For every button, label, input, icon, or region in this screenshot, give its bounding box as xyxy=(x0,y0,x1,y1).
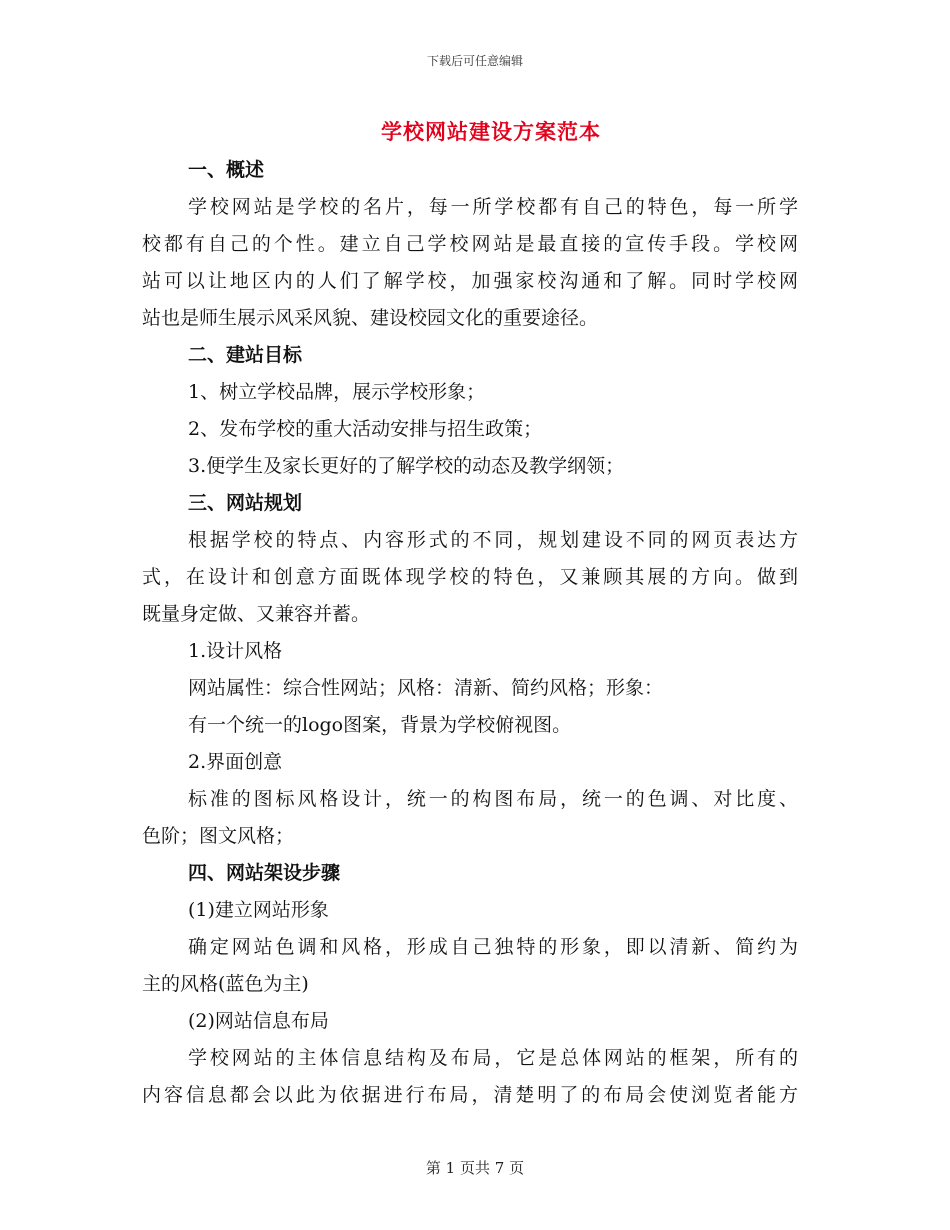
header-note: 下载后可任意编辑 xyxy=(426,54,523,68)
section-heading: 二、建站目标 xyxy=(188,344,303,366)
body-line: 1.设计风格 xyxy=(188,640,283,662)
body-line: 内容信息都会以此为依据进行布局，清楚明了的布局会使浏览者能方 xyxy=(142,1084,798,1106)
body-line: 2、发布学校的重大活动安排与招生政策； xyxy=(188,418,543,440)
section-heading: 四、网站架设步骤 xyxy=(188,862,341,884)
document-title: 学校网站建设方案范本 xyxy=(381,119,601,144)
body-line: 主的风格(蓝色为主) xyxy=(142,973,309,995)
body-line: 确定网站色调和风格，形成自己独特的形象，即以清新、简约为 xyxy=(188,936,798,958)
body-line: 既量身定做、又兼容并蓄。 xyxy=(142,603,371,625)
body-line: 式，在设计和创意方面既体现学校的特色，又兼顾其展的方向。做到 xyxy=(142,566,798,588)
body-line: 有一个统一的logo图案，背景为学校俯视图。 xyxy=(188,714,572,736)
body-line: 标准的图标风格设计，统一的构图布局，统一的色调、对比度、 xyxy=(188,788,798,810)
body-line: 网站属性：综合性网站；风格：清新、简约风格；形象： xyxy=(188,677,664,699)
page-footer: 第 1 页共 7 页 xyxy=(425,1159,525,1177)
body-line: 站可以让地区内的人们了解学校，加强家校沟通和了解。同时学校网 xyxy=(142,270,798,292)
body-line: 学校网站的主体信息结构及布局，它是总体网站的框架，所有的 xyxy=(188,1047,798,1069)
body-line: 根据学校的特点、内容形式的不同，规划建设不同的网页表达方 xyxy=(188,529,798,551)
body-line: 色阶；图文风格； xyxy=(142,825,295,847)
body-line: (2)网站信息布局 xyxy=(188,1010,329,1032)
body-line: 2.界面创意 xyxy=(188,751,283,773)
body-line: (1)建立网站形象 xyxy=(188,899,329,921)
body-line: 校都有自己的个性。建立自己学校网站是最直接的宣传手段。学校网 xyxy=(142,233,798,255)
body-line: 学校网站是学校的名片，每一所学校都有自己的特色，每一所学 xyxy=(188,196,798,218)
document-body xyxy=(142,152,798,1114)
section-heading: 一、概述 xyxy=(188,159,265,181)
body-line: 1、树立学校品牌，展示学校形象； xyxy=(188,381,486,403)
section-heading: 三、网站规划 xyxy=(188,492,303,514)
body-line: 3.便学生及家长更好的了解学校的动态及教学纲领； xyxy=(188,455,625,477)
body-line: 站也是师生展示风采风貌、建设校园文化的重要途径。 xyxy=(142,307,599,329)
